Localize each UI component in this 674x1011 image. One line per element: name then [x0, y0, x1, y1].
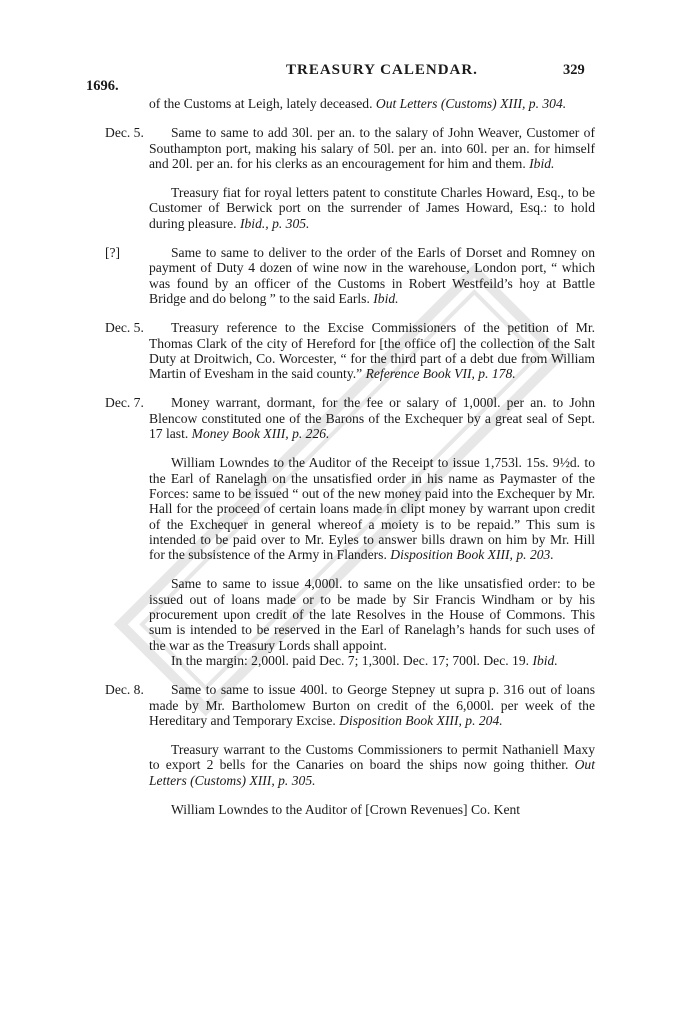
calendar-entries	[105, 96, 595, 831]
entry	[105, 125, 595, 171]
entry-text: Same to same to add 30l. per an. to the salary of John Weaver, Customer of Southampton port, making his salary of 50l. per an. into 60l. per an. for himself and 20l. per an. for his clerks as an encouragement for him and them.	[149, 125, 595, 171]
entry-reference: Out Letters (Customs) XIII, p. 305.	[149, 757, 595, 788]
entry-reference: Reference Book VII, p. 178.	[365, 366, 516, 382]
entry-reference: Ibid.	[373, 290, 399, 306]
entry-text: William Lowndes to the Auditor of the Receipt to issue 1,753l. 15s. 9½d. to the Earl of Ranelagh on the unsatisfied order in his name as Paymaster of the Forces: same to be issued “ out of the new money paid into the Exchequer by Mr. Hall for the proceed of certain loans made in clipt money by warrant upon credit of the Exchequer in general whereof a moiety is to be repaid.” This sum is intended to be paid over to Mr. Eyles to answer bills drawn on him by Mr. Hill for the subsistence of the Army in Flanders.	[149, 455, 595, 563]
entry-reference: Ibid., p. 305.	[239, 215, 310, 231]
entry-reference: Out Letters (Customs) XIII, p. 304.	[375, 96, 567, 111]
entry	[149, 742, 595, 788]
entry-text: Same to same to issue 400l. to George Stepney ut supra p. 316 out of loans made by Mr. Bartholomew Burton on credit of the 6,000l. per week of the Hereditary and Temporary Excise.	[149, 682, 595, 728]
entry-reference: Money Book XIII, p. 226.	[191, 426, 330, 442]
page-year: 1696.	[86, 78, 119, 94]
entry-text: Same to same to issue 4,000l. to same on the like unsatisfied order: to be issued out of loans made or to be made by Sir Francis Windham or by his procurement upon credit of the late Resolves in the House of Commons. This sum is intended to be reserved in the Earl of Ranelagh’s hands for such uses of the war as the Treasury Lords shall appoint.	[149, 576, 595, 653]
entry	[149, 185, 595, 231]
running-title: TREASURY CALENDAR.	[286, 62, 478, 78]
entry-text: William Lowndes to the Auditor of [Crown Revenues] Co. Kent	[171, 801, 521, 817]
entry-date: Dec. 8.	[105, 682, 144, 698]
entry-text: Same to same to deliver to the order of the Earls of Dorset and Romney on payment of Duty 4 dozen of wine now in the warehouse, London port, “ which was found by an officer of the Customs in Robert Westfeild’s hoy at Battle Bridge and do belong ” to the said Earls.	[149, 245, 595, 306]
entry-reference: Ibid.	[529, 155, 555, 171]
entry-date: Dec. 5.	[105, 125, 144, 141]
entry-reference: Disposition Book XIII, p. 204.	[339, 712, 503, 728]
entry-date: [?]	[105, 245, 121, 261]
entry-text: Treasury reference to the Excise Commissioners of the petition of Mr. Thomas Clark of the city of Hereford for [the office of] the collection of the Salt Duty at Droitwich, Co. Worcester, “ for the third part of a debt due from William Martin of Evesham in the said county.”	[149, 320, 595, 382]
entry-date: Dec. 5.	[105, 320, 144, 336]
entry-reference: Disposition Book XIII, p. 203.	[390, 547, 554, 563]
entry	[105, 682, 595, 728]
entry	[105, 320, 595, 382]
entry-text: of the Customs at Leigh, lately deceased.	[149, 96, 376, 111]
entry	[149, 802, 595, 817]
page-number: 329	[563, 62, 585, 78]
entry-text: In the margin: 2,000l. paid Dec. 7; 1,300l. Dec. 17; 700l. Dec. 19.	[171, 652, 533, 668]
entry-date: Dec. 7.	[105, 395, 144, 411]
entry	[149, 455, 595, 562]
entry	[105, 395, 595, 442]
entry-reference: Ibid.	[532, 652, 558, 668]
entry	[149, 96, 595, 111]
entry-text: Treasury warrant to the Customs Commissioners to permit Nathaniell Maxy to export 2 bells for the Canaries on board the ships now going thither.	[149, 742, 595, 773]
entry	[149, 576, 595, 652]
entry	[105, 245, 595, 306]
entry-text: Money warrant, dormant, for the fee or salary of 1,000l. per an. to John Blencow constituted one of the Barons of the Exchequer by a great seal of Sept. 17 last.	[149, 395, 595, 442]
margin-note	[149, 653, 595, 668]
entry-text: Treasury fiat for royal letters patent to constitute Charles Howard, Esq., to be Customer of Berwick port on the surrender of James Howard, Esq.: to hold during pleasure.	[149, 185, 595, 231]
